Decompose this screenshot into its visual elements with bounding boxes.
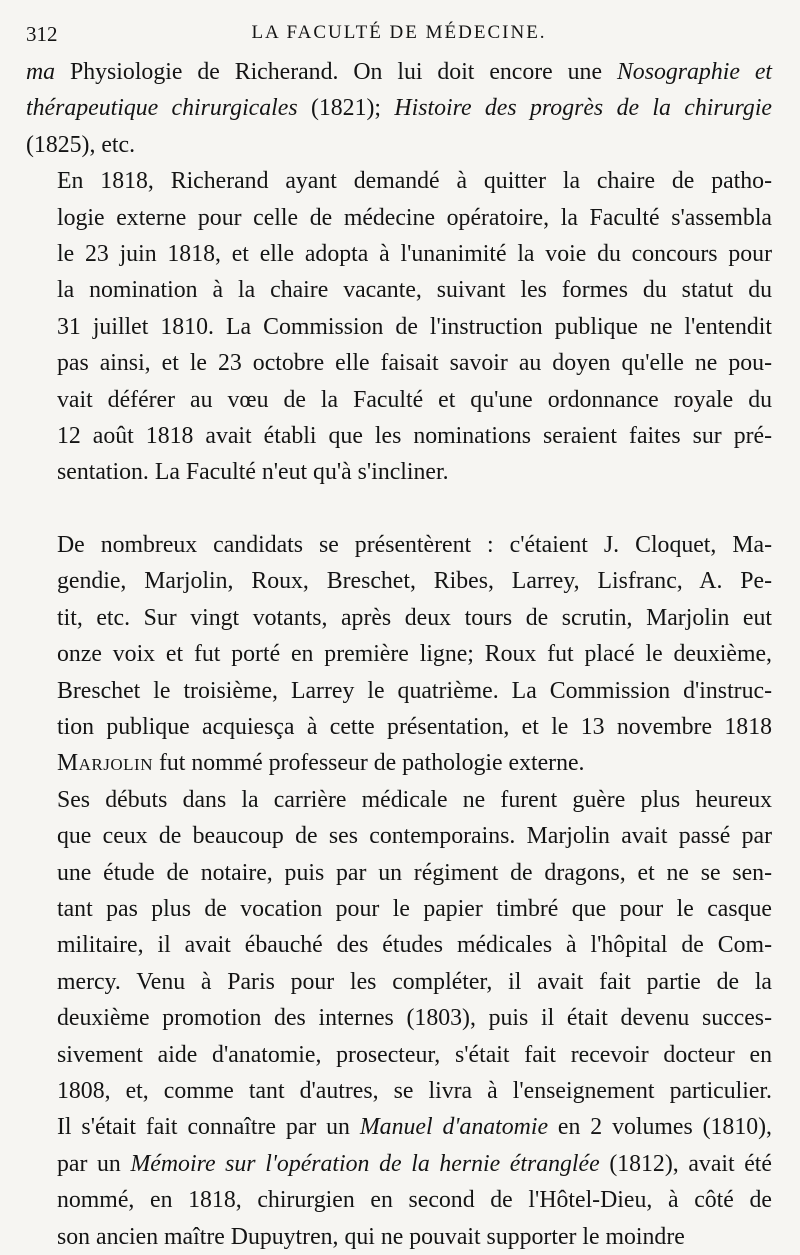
paragraph-4 [26, 782, 772, 1255]
text-run: sentation. La Faculté n'eut qu'à s'incliner. [57, 459, 449, 486]
text-run: le 23 juin 1818, et elle adopta à l'unanimité la voie du concours pour [57, 241, 772, 268]
text-line [26, 745, 772, 781]
text-run: son ancien maître Dupuytren, qui ne pouvait supporter le moindre [57, 1223, 685, 1250]
text-line [26, 272, 772, 308]
text-line [26, 964, 772, 1000]
text-line [26, 673, 772, 709]
page-header [26, 18, 772, 54]
text-line [26, 127, 772, 163]
text-line [26, 1146, 772, 1182]
paragraph-2 [26, 163, 772, 491]
text-line [26, 818, 772, 854]
text-line [26, 200, 772, 236]
text-run: 31 juillet 1810. La Commission de l'instruction publique ne l'entendit [57, 313, 772, 340]
text-line [26, 563, 772, 599]
italic-title: Manuel d'anatomie [359, 1114, 549, 1141]
text-line [26, 709, 772, 745]
running-title: LA FACULTÉ DE MÉDECINE. [251, 22, 547, 43]
paragraph-3 [26, 527, 772, 782]
text-line [26, 454, 772, 490]
text-run: tion publique acquiesça à cette présentation, et le 13 novembre 1818 [57, 713, 772, 740]
page-number: 312 [26, 22, 58, 46]
text-line [26, 1037, 772, 1073]
text-run: sivement aide d'anatomie, prosecteur, s'était fait recevoir docteur en [57, 1041, 772, 1068]
text-run: que ceux de beaucoup de ses contemporains. Marjolin avait passé par [57, 823, 772, 850]
text-run: gendie, Marjolin, Roux, Breschet, Ribes, Larrey, Lisfranc, A. Pe- [57, 568, 772, 595]
italic-title: Histoire des progrès de la chirurgie [394, 95, 772, 122]
text-run: par un [57, 1150, 131, 1177]
text-run: Breschet le troisième, Larrey le quatrième. La Commission d'instruc- [57, 677, 772, 704]
text-line [26, 163, 772, 199]
text-run: tant pas plus de vocation pour le papier timbré que pour le casque [57, 895, 772, 922]
text-line [26, 382, 772, 418]
text-line [26, 236, 772, 272]
text-run: Physiologie de Richerand. On lui doit encore une [55, 59, 617, 85]
text-run: mercy. Venu à Paris pour les compléter, il avait fait partie de la [57, 968, 772, 995]
italic-title: ma [26, 59, 56, 85]
text-line [26, 927, 772, 963]
text-run: (1825), etc. [26, 131, 136, 158]
text-run: vait déférer au vœu de la Faculté et qu'une ordonnance royale du [57, 386, 772, 413]
text-run: 12 août 1818 avait établi que les nominations seraient faites sur pré- [57, 423, 772, 450]
text-line [26, 527, 772, 563]
text-run: (1821); [297, 95, 395, 122]
text-run: nommé, en 1818, chirurgien en second de l'Hôtel-Dieu, à côté de [57, 1187, 772, 1214]
text-line [26, 54, 772, 90]
text-line [26, 855, 772, 891]
text-line [26, 1182, 772, 1218]
text-run: De nombreux candidats se présentèrent : c'étaient J. Cloquet, Ma- [57, 531, 772, 558]
text-run: Ses débuts dans la carrière médicale ne furent guère plus heureux [57, 786, 772, 813]
text-line [26, 309, 772, 345]
text-run: pas ainsi, et le 23 octobre elle faisait savoir au doyen qu'elle ne pou- [57, 350, 772, 377]
text-run: militaire, il avait ébauché des études médicales à l'hôpital de Com- [57, 932, 772, 959]
text-run: (1812), avait été [599, 1150, 772, 1177]
text-line [26, 418, 772, 454]
text-run: logie externe pour celle de médecine opératoire, la Faculté s'assembla [57, 204, 772, 231]
text-run: onze voix et fut porté en première ligne; Roux fut placé le deuxième, [57, 641, 772, 668]
text-line [26, 600, 772, 636]
italic-title: Mémoire sur l'opération de la hernie étranglée [130, 1150, 600, 1177]
text-run: tit, etc. Sur vingt votants, après deux tours de scrutin, Marjolin eut [57, 604, 772, 631]
text-line [26, 1109, 772, 1145]
italic-title: thérapeutique chirurgicales [26, 95, 298, 122]
text-run: la nomination à la chaire vacante, suivant les formes du statut du [57, 277, 772, 304]
text-line [26, 1000, 772, 1036]
text-run: fut nommé professeur de pathologie externe. [153, 750, 585, 777]
text-line [26, 782, 772, 818]
text-line [26, 345, 772, 381]
text-run: deuxième promotion des internes (1803), puis il était devenu succes- [57, 1005, 772, 1032]
text-run: En 1818, Richerand ayant demandé à quitter la chaire de patho- [57, 168, 772, 195]
text-line [26, 90, 772, 126]
text-line [26, 636, 772, 672]
text-run: une étude de notaire, puis par un régiment de dragons, et ne se sen- [57, 859, 772, 886]
text-line [26, 1073, 772, 1109]
italic-title: Nosographie et [616, 59, 772, 85]
text-run: Il s'était fait connaître par un [57, 1114, 360, 1141]
text-line [26, 891, 772, 927]
body-text [26, 54, 772, 1255]
name-smallcaps: Marjolin [57, 750, 153, 777]
text-line [26, 1219, 772, 1255]
text-run: en 2 volumes (1810), [548, 1114, 772, 1141]
paragraph-1 [26, 54, 772, 163]
text-run: 1808, et, comme tant d'autres, se livra à l'enseignement particulier. [57, 1077, 772, 1104]
